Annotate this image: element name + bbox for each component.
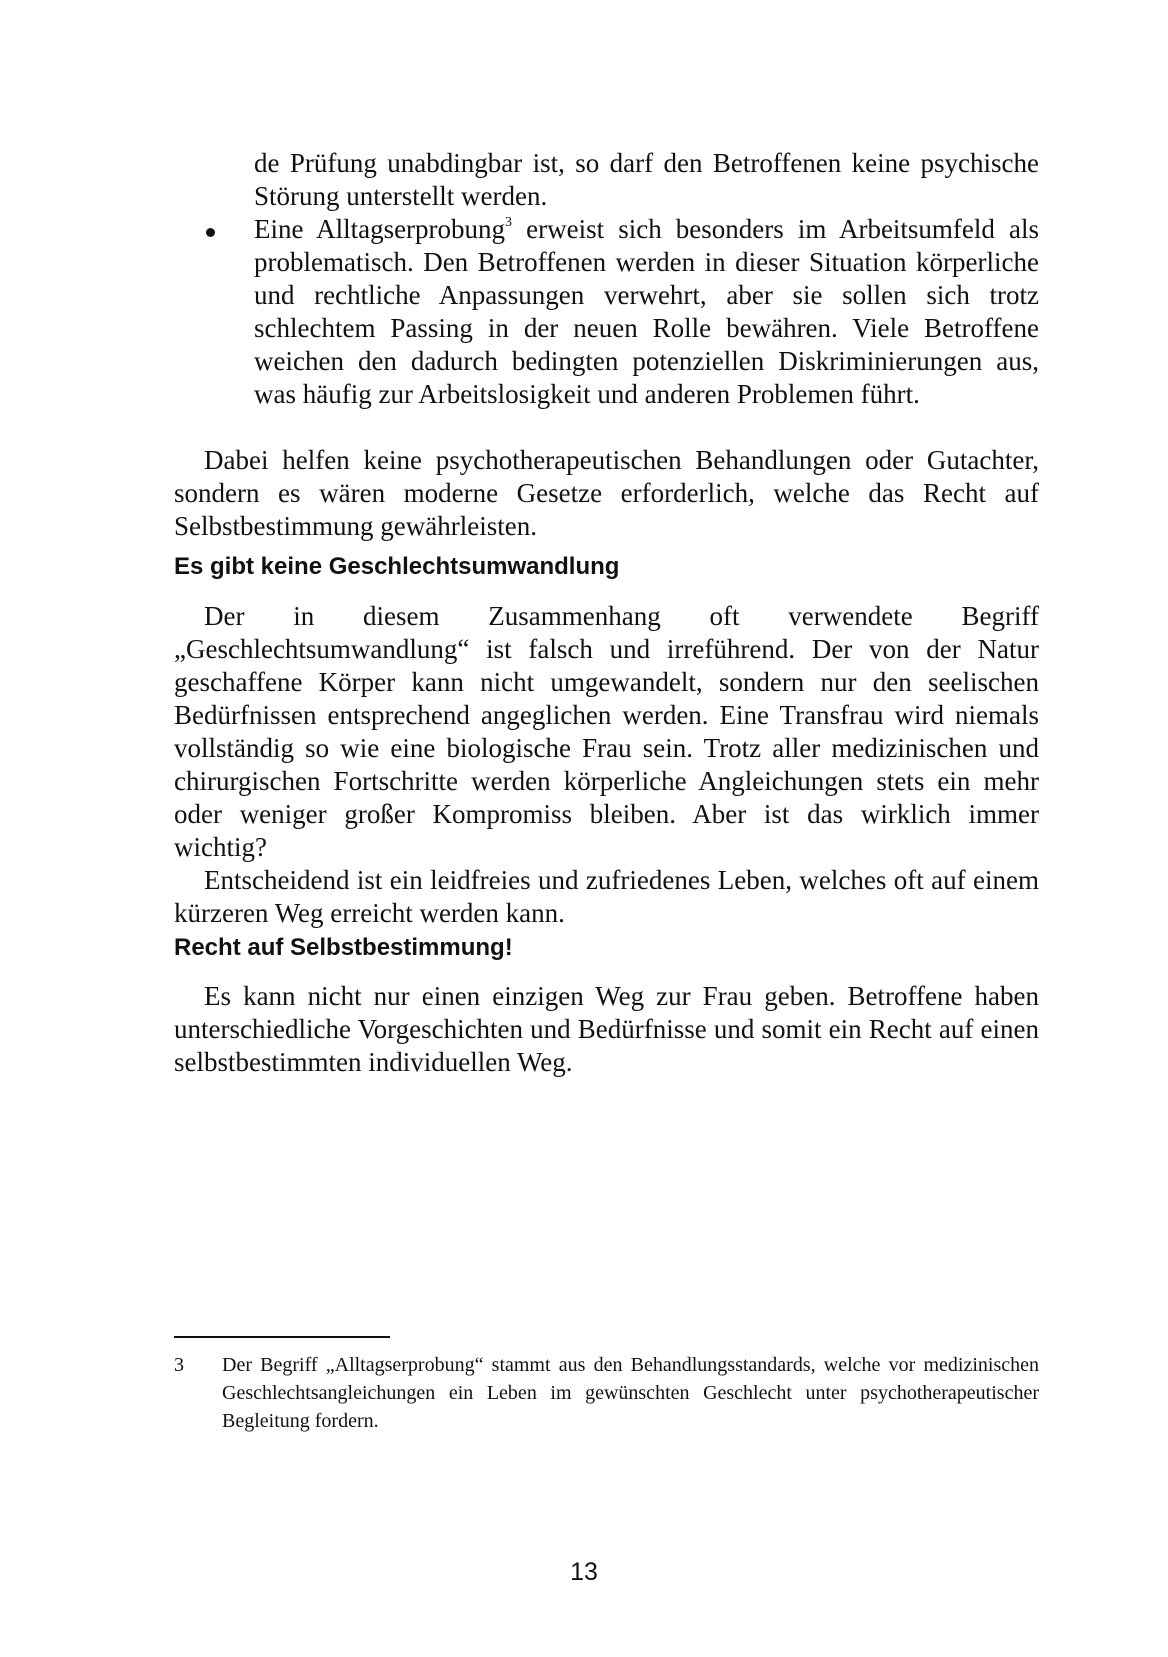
bullet-dot-icon — [206, 228, 215, 237]
section-heading-1: Es gibt keine Geschlechtsumwandlung — [174, 553, 620, 580]
footnote-number: 3 — [174, 1354, 184, 1376]
bullet-continuation — [254, 147, 1039, 213]
section-1-paragraph: Entscheidend ist ein leidfreies und zufriedenes Leben, welches oft auf einem kürzeren Weg erreicht werden kann. — [174, 865, 1039, 928]
section-2-body — [174, 980, 1039, 1079]
bullet-item — [254, 213, 1039, 411]
section-1-body — [174, 600, 1039, 930]
section-1-paragraph: Der in diesem Zusammenhang oft verwendete Begriff „Geschlechtsumwandlung“ ist falsch und irreführend. Der von der Natur geschaffene Körper kann nicht umgewandelt, sondern nur den seelischen Bedürfnissen entsprechend angeglichen werden. Eine Transfrau wird niemals vollständig so wie eine biologische Frau sein. Trotz aller medizinischen und chirurgischen Fortschritte werden körperliche Angleichungen stets ein mehr oder weniger großer Kompromiss bleiben. Aber ist das wirklich immer wichtig? — [174, 601, 1039, 862]
paragraph-intro — [174, 444, 1039, 543]
section-2-paragraph: Es kann nicht nur einen einzigen Weg zur Frau geben. Betroffene haben unterschiedliche Vorgeschichten und Bedürfnisse und somit ein Recht auf einen selbstbestimmten individuellen Weg. — [174, 981, 1039, 1077]
bullet-continuation-text: de Prüfung unabdingbar ist, so darf den Betroffenen keine psychische Störung unterstellt werden. — [254, 148, 1039, 211]
footnote-separator — [174, 1336, 390, 1338]
section-heading-2: Recht auf Selbstbestimmung! — [174, 934, 513, 961]
footnote-text: Der Begriff „Alltagserprobung“ stammt aus den Behandlungsstandards, welche vor medizinischen Geschlechtsangleichungen ein Leben im gewünschten Geschlecht unter psychotherapeutischer Begleitung fordern. — [222, 1354, 1039, 1432]
footnote-reference: 3 — [505, 215, 513, 230]
bullet-item-text-rest: erweist sich besonders im Arbeitsumfeld als problematisch. Den Betroffenen werden in dieser Situation körperliche und rechtliche Anpassungen verwehrt, aber sie sollen sich trotz schlechtem Passing in der neuen Rolle bewähren. Viele Betroffene weichen den dadurch bedingten potenziellen Diskriminierungen aus, was häufig zur Arbeitslosigkeit und anderen Problemen führt. — [254, 214, 1039, 409]
bullet-item-text-start: Eine Alltagserprobung — [254, 214, 506, 244]
paragraph-intro-text: Dabei helfen keine psychotherapeutischen Behandlungen oder Gutachter, sondern es wären moderne Gesetze erforderlich, welche das Recht auf Selbstbestimmung gewährleisten. — [174, 445, 1039, 541]
page-number: 13 — [570, 1558, 598, 1586]
